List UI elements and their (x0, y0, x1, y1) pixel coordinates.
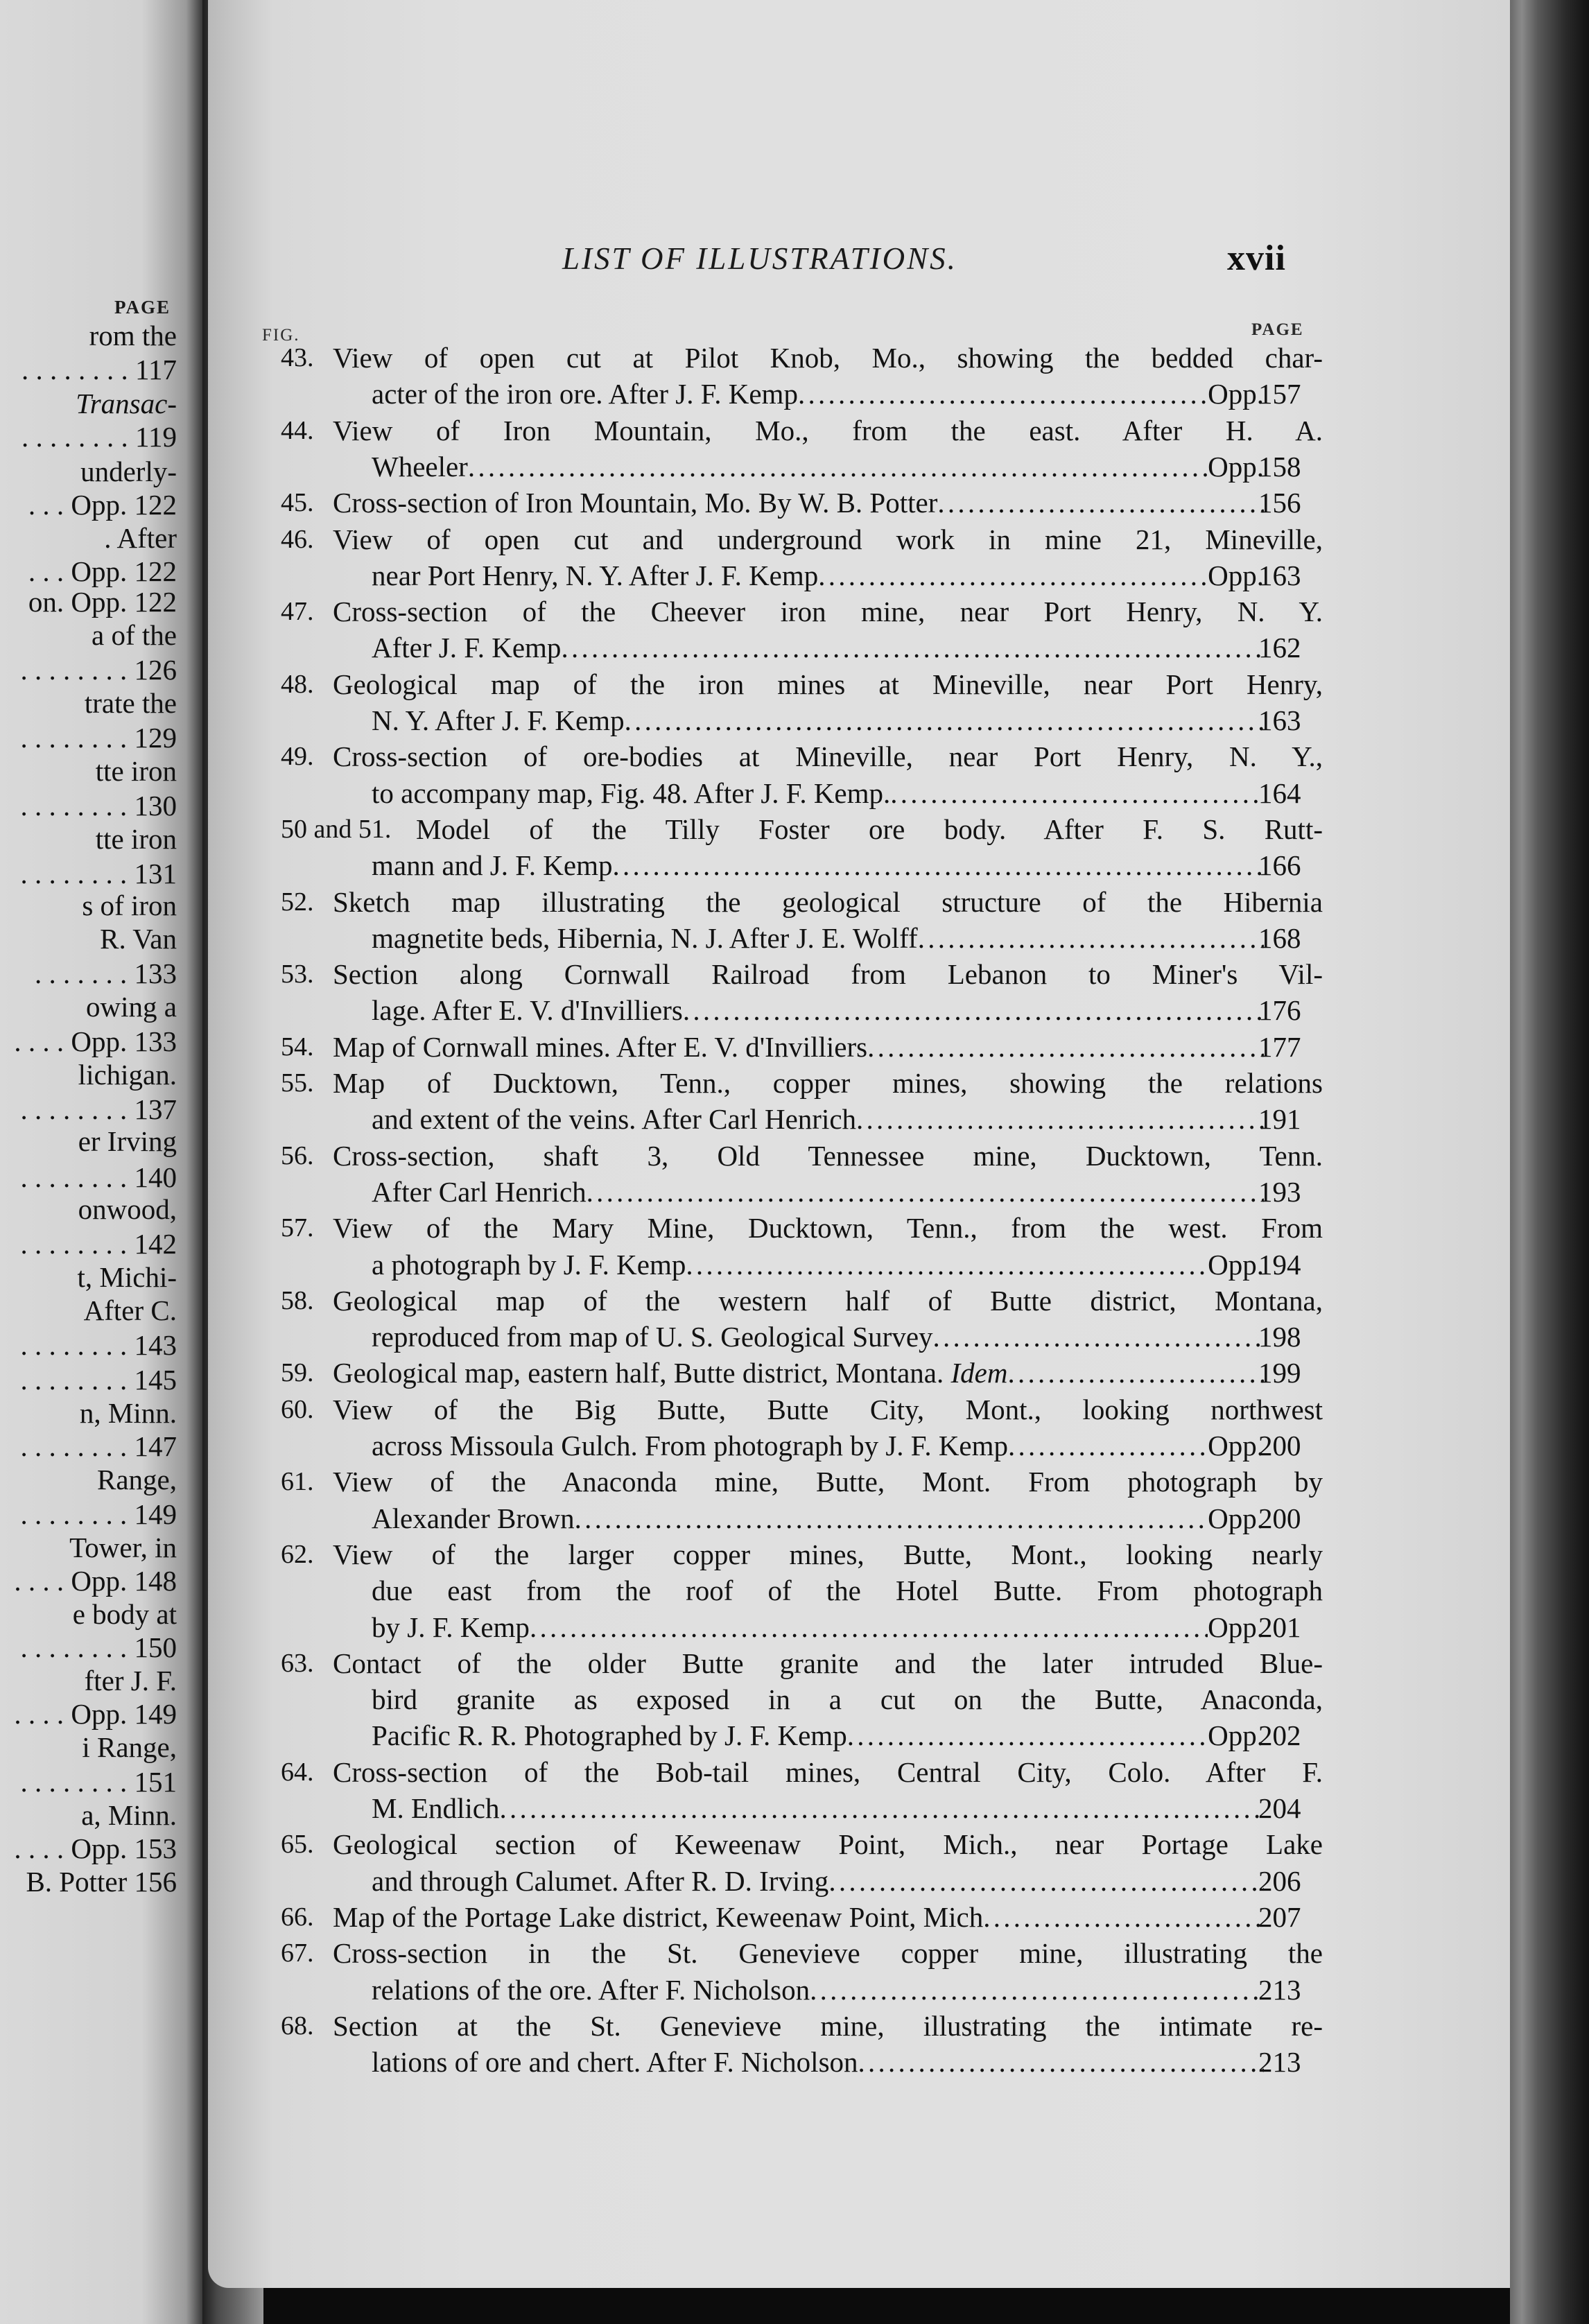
entry-text: Cross-section of Iron Mountain, Mo. By W. B. Potter (333, 487, 938, 519)
entry-line (208, 485, 1510, 521)
entry-text: View of open cut at Pilot Knob, Mo., showing the bedded char- (333, 342, 1323, 374)
entry-text: magnetite beds, Hibernia, N. J. After J. E. Wolff (372, 921, 918, 954)
page-edge (1510, 0, 1589, 2324)
entry-line (208, 449, 1510, 485)
dot-leader (612, 847, 1264, 883)
entry-line (208, 1428, 1510, 1464)
left-page-line: Tower, in (69, 1532, 177, 1563)
figure-number: 54. (281, 1032, 314, 1061)
page-ref: 213 (1258, 1973, 1301, 2006)
dot-leader (575, 1500, 1208, 1536)
dot-leader (468, 449, 1208, 485)
left-page-line: . . . . . . . . 131 (20, 858, 177, 890)
page-ref: 193 (1258, 1175, 1301, 1208)
left-page-line: . . . . . . . . 150 (20, 1631, 177, 1663)
entry-line (208, 666, 1510, 702)
figure-number: 45. (281, 488, 314, 518)
figure-number: 43. (281, 343, 314, 372)
opposite-marker: Opp. (1208, 559, 1264, 591)
dot-leader (847, 1717, 1208, 1753)
left-page-line: tte iron (95, 755, 177, 787)
entry-text: After Carl Henrich (372, 1175, 587, 1208)
entry-text: Geological map of the iron mines at Mineville, near Port Henry, (333, 668, 1323, 700)
left-page-line: n, Minn. (79, 1397, 177, 1429)
dot-leader (530, 1609, 1208, 1645)
entry-line (208, 1863, 1510, 1899)
entry-text: by J. F. Kemp (372, 1611, 530, 1643)
entry-text: bird granite as exposed in a cut on the Butte, Anaconda, (372, 1683, 1323, 1716)
left-page-line: . . . . Opp. 148 (14, 1565, 177, 1597)
entry-line (208, 811, 1510, 847)
page-ref: 158 (1258, 450, 1301, 483)
fig-column-heading: FIG. (262, 326, 300, 345)
entry-line (208, 847, 1510, 883)
left-page-heading: PAGE (114, 297, 171, 318)
left-page-line: . . . . Opp. 149 (14, 1698, 177, 1730)
entry-text: Cross-section of ore-bodies at Mineville, near Port Henry, N. Y., (333, 740, 1323, 773)
left-page-line: . . . . . . . . 145 (20, 1364, 177, 1396)
left-page-line: B. Potter 156 (26, 1866, 177, 1898)
page-ref: 198 (1258, 1321, 1301, 1353)
page-ref: 156 (1258, 487, 1301, 519)
entry-line (208, 1717, 1510, 1753)
figure-number: 57. (281, 1213, 314, 1243)
figure-number: 47. (281, 597, 314, 627)
left-page-line: . . . . . . . . 149 (20, 1498, 177, 1530)
figure-number: 44. (281, 415, 314, 445)
entry-text: due east from the roof of the Hotel Butte. From photograph (372, 1575, 1323, 1607)
left-page-line: . . . Opp. 122 (28, 489, 177, 521)
dot-leader (625, 702, 1264, 738)
entry-text: mann and J. F. Kemp (372, 849, 613, 882)
entry-text: Cross-section of the Bob-tail mines, Central City, Colo. After F. (333, 1755, 1323, 1788)
left-page-line: . . . . . . . 133 (35, 957, 177, 989)
entry-line (208, 1935, 1510, 1971)
entry-line (208, 920, 1510, 956)
entry-line (208, 1826, 1510, 1862)
left-page-line: lichigan. (78, 1059, 177, 1091)
left-page-line: . . . . Opp. 133 (14, 1025, 177, 1057)
entry-text: Contact of the older Butte granite and the later intruded Blue- (333, 1647, 1323, 1679)
left-page-line: Transac- (76, 388, 177, 419)
left-page-line: . . . . . . . . 151 (20, 1766, 177, 1798)
entry-text: near Port Henry, N. Y. After J. F. Kemp (372, 559, 819, 591)
entry-line (208, 1029, 1510, 1065)
entry-text: Geological section of Keweenaw Point, Mich., near Portage Lake (333, 1828, 1323, 1861)
dot-leader (890, 775, 1264, 811)
dot-leader (686, 1247, 1208, 1283)
entry-line (208, 1174, 1510, 1210)
entry-text: reproduced from map of U. S. Geological Survey (372, 1321, 933, 1353)
entry-text: across Missoula Gulch. From photograph by J. F. Kemp (372, 1430, 1009, 1462)
entry-text: View of the Anaconda mine, Butte, Mont. From photograph by (333, 1466, 1323, 1498)
entry-text: Sketch map illustrating the geological structure of the Hibernia (333, 885, 1323, 918)
entry-text: Geological map of the western half of Butte district, Montana, (333, 1284, 1323, 1317)
left-page-line: After C. (83, 1294, 177, 1326)
page-ref: 164 (1258, 777, 1301, 809)
entry-line (208, 1138, 1510, 1174)
entry-line (208, 1210, 1510, 1246)
entry-text: Pacific R. R. Photographed by J. F. Kemp (372, 1719, 847, 1752)
entry-text: Cross-section in the St. Genevieve copper mine, illustrating the (333, 1937, 1323, 1970)
entry-line (208, 775, 1510, 811)
left-page-line: . . . Opp. 122 (28, 555, 177, 587)
left-page-line: i Range, (82, 1731, 177, 1763)
left-page-line: . . . . . . . . 142 (20, 1228, 177, 1260)
left-page-line: . . . . . . . . 137 (20, 1093, 177, 1125)
entry-line (208, 557, 1510, 593)
opposite-marker: Opp. (1208, 450, 1264, 483)
dot-leader (683, 992, 1264, 1028)
entry-text: Model of the Tilly Foster ore body. After F. S. Rutt- (416, 813, 1323, 845)
page-ref: 194 (1258, 1248, 1301, 1281)
entry-line (208, 1319, 1510, 1355)
left-page-line: onwood, (78, 1193, 177, 1225)
left-page-line: R. Van (100, 923, 177, 955)
left-page-line: . . . . . . . . 129 (20, 722, 177, 754)
page-ref: 157 (1258, 378, 1301, 410)
dot-leader (983, 1899, 1264, 1935)
page-column-heading: PAGE (1251, 320, 1304, 339)
entry-text: M. Endlich (372, 1792, 500, 1824)
entry-line (208, 884, 1510, 920)
entry-text: to accompany map, Fig. 48. After J. F. Kemp. (372, 777, 891, 809)
page-ref: 199 (1258, 1357, 1301, 1389)
left-page-line: trate the (84, 687, 177, 719)
page-ref: 162 (1258, 632, 1301, 664)
entry-text: Wheeler (372, 450, 468, 483)
left-page-line: on. Opp. 122 (28, 586, 177, 618)
page-ref: 163 (1258, 704, 1301, 736)
entry-text: and through Calumet. After R. D. Irving (372, 1864, 829, 1897)
entry-line (208, 1972, 1510, 2008)
entry-text: View of the larger copper mines, Butte, Mont., looking nearly (333, 1538, 1323, 1570)
entry-line (208, 2044, 1510, 2080)
entry-line (208, 340, 1510, 376)
opposite-marker: Opp. (1208, 1248, 1264, 1281)
dot-leader (1008, 1428, 1208, 1464)
figure-number: 53. (281, 960, 314, 989)
entry-line (208, 1464, 1510, 1500)
entry-text: acter of the iron ore. After J. F. Kemp (372, 378, 798, 410)
left-page-line: rom the (89, 320, 177, 352)
facing-page-left (0, 0, 202, 2324)
page-ref: 201 (1258, 1611, 1301, 1643)
entry-line (208, 1790, 1510, 1826)
figure-number: 49. (281, 742, 314, 772)
entry-text: a photograph by J. F. Kemp (372, 1248, 686, 1281)
left-page-line: er Irving (78, 1125, 177, 1157)
dot-leader (561, 630, 1264, 666)
left-page-line: . . . . Opp. 153 (14, 1832, 177, 1864)
left-page-line: . . . . . . . . 126 (20, 654, 177, 686)
entry-line (208, 956, 1510, 992)
left-page-line: tte iron (95, 823, 177, 855)
entry-text: lage. After E. V. d'Invilliers (372, 994, 683, 1027)
entry-line (208, 1500, 1510, 1536)
figure-number: 65. (281, 1830, 314, 1859)
figure-number: 63. (281, 1648, 314, 1678)
figure-number: 66. (281, 1902, 314, 1932)
column-headings (208, 320, 1510, 345)
dot-leader (818, 557, 1208, 593)
opposite-marker: Opp. (1208, 1719, 1264, 1752)
entry-line (208, 1101, 1510, 1137)
dot-leader (587, 1174, 1264, 1210)
entry-text: After J. F. Kemp (372, 632, 562, 664)
entry-text: Map of Cornwall mines. After E. V. d'Invilliers (333, 1030, 868, 1063)
figure-number: 46. (281, 524, 314, 554)
entry-line (208, 1536, 1510, 1572)
page-ref: 176 (1258, 994, 1301, 1027)
entry-text: lations of ore and chert. After F. Nicholson (372, 2046, 858, 2079)
figure-number: 61. (281, 1467, 314, 1497)
left-page-line: e body at (72, 1598, 177, 1630)
entry-line (208, 1754, 1510, 1790)
opposite-marker: Opp. (1208, 1502, 1264, 1534)
entry-line (208, 413, 1510, 449)
entry-text: View of Iron Mountain, Mo., from the east. After H. A. (333, 414, 1323, 446)
entry-line (208, 630, 1510, 666)
entry-line (208, 2008, 1510, 2044)
dot-leader (933, 1319, 1264, 1355)
dot-leader (499, 1790, 1264, 1826)
page-title: LIST OF ILLUSTRATIONS. (562, 241, 957, 276)
entry-text: and extent of the veins. After Carl Henrich (372, 1103, 857, 1136)
entry-text: relations of the ore. After F. Nicholson (372, 1973, 810, 2006)
entry-text: View of open cut and underground work in mine 21, Mineville, (333, 523, 1323, 555)
dot-leader (798, 376, 1208, 412)
figure-number: 59. (281, 1358, 314, 1388)
entry-line (208, 1572, 1510, 1608)
left-page-line: . After (104, 522, 177, 554)
left-page-line: . . . . . . . . 130 (20, 790, 177, 822)
entry-line (208, 1609, 1510, 1645)
dot-leader (810, 1972, 1264, 2008)
left-page-line: fter J. F. (84, 1665, 177, 1697)
entry-text: Alexander Brown (372, 1502, 575, 1534)
left-page-line: s of iron (82, 890, 177, 921)
opposite-marker: Opp. (1208, 1611, 1264, 1643)
dot-leader (856, 1101, 1264, 1137)
page-ref: 202 (1258, 1719, 1301, 1752)
left-page-line: Range, (97, 1464, 177, 1495)
page-ref: 200 (1258, 1430, 1301, 1462)
dot-leader (828, 1863, 1264, 1899)
left-page-line: a, Minn. (81, 1799, 177, 1831)
figure-number: 67. (281, 1939, 314, 1968)
entry-line (208, 702, 1510, 738)
entry-line (208, 738, 1510, 774)
opposite-marker: Opp. (1208, 1430, 1264, 1462)
page-number: xvii (1227, 239, 1286, 278)
entry-line (208, 1899, 1510, 1935)
figure-number: 68. (281, 2011, 314, 2040)
figure-number: 60. (281, 1394, 314, 1424)
left-page-line: . . . . . . . . 140 (20, 1161, 177, 1193)
entry-text: View of the Big Butte, Butte City, Mont., looking northwest (333, 1393, 1323, 1425)
entry-line (208, 376, 1510, 412)
entry-text: N. Y. After J. F. Kemp (372, 704, 625, 736)
opposite-marker: Opp. (1208, 378, 1264, 410)
running-head (208, 241, 1510, 282)
left-page-line: a of the (92, 619, 177, 651)
figure-number: 64. (281, 1757, 314, 1787)
page-ref: 191 (1258, 1103, 1301, 1136)
page-ref: 207 (1258, 1900, 1301, 1933)
dot-leader (858, 2044, 1264, 2080)
left-page-line: . . . . . . . . 117 (21, 354, 177, 385)
entry-text: Geological map, eastern half, Butte district, Montana. Idem (333, 1357, 1008, 1389)
entry-line (208, 1681, 1510, 1717)
entry-line (208, 1355, 1510, 1391)
left-page-line: underly- (80, 456, 177, 487)
entry-text: Map of Ducktown, Tenn., copper mines, showing the relations (333, 1067, 1323, 1099)
entry-text: View of the Mary Mine, Ducktown, Tenn., from the west. From (333, 1212, 1323, 1245)
entry-text: Cross-section of the Cheever iron mine, near Port Henry, N. Y. (333, 596, 1323, 628)
entry-line (208, 1247, 1510, 1283)
page-ref: 206 (1258, 1864, 1301, 1897)
figure-number: 55. (281, 1068, 314, 1098)
page-ref: 213 (1258, 2046, 1301, 2079)
page-ref: 200 (1258, 1502, 1301, 1534)
entry-line (208, 593, 1510, 630)
dot-leader (937, 485, 1264, 521)
figure-number: 48. (281, 669, 314, 699)
entry-text: Map of the Portage Lake district, Keweenaw Point, Mich (333, 1900, 984, 1933)
page-ref: 168 (1258, 921, 1301, 954)
figure-number: 62. (281, 1539, 314, 1569)
entry-line (208, 1645, 1510, 1681)
entry-line (208, 1065, 1510, 1101)
entry-line (208, 992, 1510, 1028)
dot-leader (1007, 1355, 1264, 1391)
dot-leader (867, 1029, 1264, 1065)
entry-line (208, 521, 1510, 557)
left-page-line: . . . . . . . . 119 (21, 421, 177, 453)
left-page-line: . . . . . . . . 143 (20, 1329, 177, 1361)
entry-text: Section at the St. Genevieve mine, illustrating the intimate re- (333, 2009, 1323, 2042)
page-ref: 163 (1258, 559, 1301, 591)
figure-number: 52. (281, 887, 314, 917)
page-ref: 166 (1258, 849, 1301, 882)
entry-text: Section along Cornwall Railroad from Lebanon to Miner's Vil- (333, 958, 1323, 991)
entry-text: Cross-section, shaft 3, Old Tennessee mine, Ducktown, Tenn. (333, 1139, 1323, 1172)
page-ref: 177 (1258, 1030, 1301, 1063)
figure-number: 58. (281, 1285, 314, 1315)
figure-number: 56. (281, 1141, 314, 1170)
entry-line (208, 1391, 1510, 1428)
page-ref: 204 (1258, 1792, 1301, 1824)
left-page-line: . . . . . . . . 147 (20, 1430, 177, 1462)
dot-leader (918, 920, 1264, 956)
left-page-line: owing a (86, 991, 177, 1023)
left-page-line: t, Michi- (77, 1261, 177, 1293)
figure-number: 50 and 51. (281, 814, 392, 844)
entry-line (208, 1283, 1510, 1319)
